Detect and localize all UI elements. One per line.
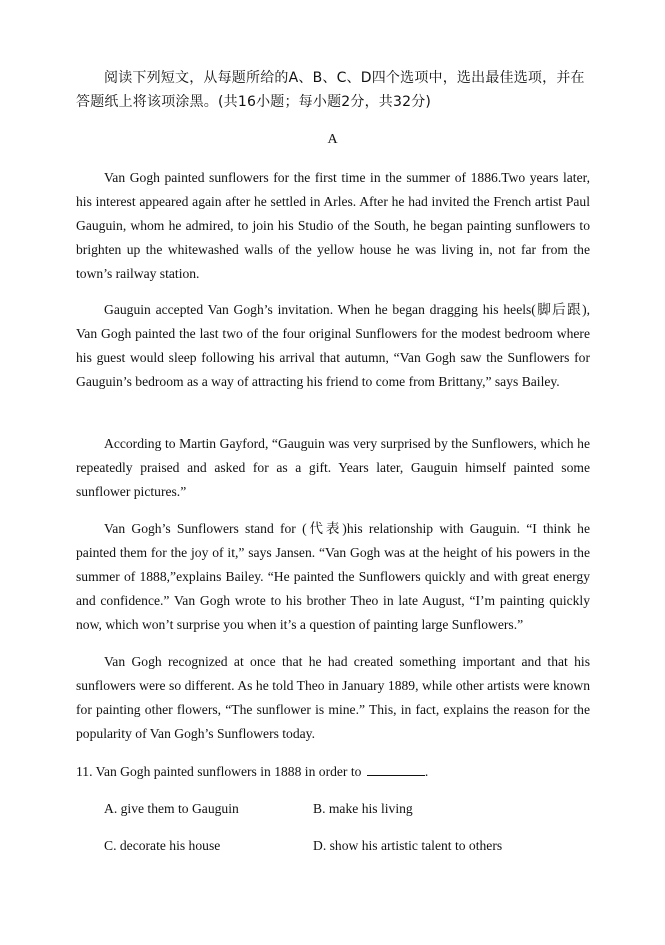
question-end: . — [424, 764, 429, 779]
passage-paragraph-4: Van Gogh’s Sunflowers stand for (代表)his relationship with Gauguin. “I think he painted them for the joy of it,” says Jansen. “Van Gogh was at the height of his powers in the summer of 1888,”explains Bailey. “He painted the Sunflowers quickly and with great energy and confidence.” Van Gogh wrote to his brother Theo in late August, “I’m painting quickly now, which won’t surprise you when it’s a question of painting large Sunflowers.” — [76, 521, 590, 632]
passage-paragraph-2: Gauguin accepted Van Gogh’s invitation. When he began dragging his heels(脚后跟), Van Gogh painted the last two of the four original Sunflowers for the modest bedroom where his guest would sleep following his arrival that autumn, “Van Gogh saw the Sunflowers for Gauguin’s bedroom as a way of attracting his friend to come from Brittany,” says Bailey. — [76, 302, 590, 389]
option-c: C. decorate his house — [104, 838, 221, 853]
passage-paragraph-3: According to Martin Gayford, “Gauguin was very surprised by the Sunflowers, which he repeatedly praised and asked for as a gift. Years later, Gauguin himself painted some sunflower pictures.” — [76, 436, 590, 499]
reading-instruction: 阅读下列短文，从每题所给的A、B、C、D四个选项中，选出最佳选项，并在答题纸上将该项涂黑。(共16小题；每小题2分，共32分) — [76, 70, 585, 110]
question-11 — [76, 760, 590, 784]
option-a: A. give them to Gauguin — [104, 801, 239, 816]
option-d: D. show his artistic talent to others — [313, 838, 503, 853]
passage-paragraph-5: Van Gogh recognized at once that he had created something important and that his sunflowers were so different. As he told Theo in January 1889, while other artists were known for painting other flowers, “The sunflower is mine.” This, in fact, explains the reason for the popularity of Van Gogh’s Sunflowers today. — [76, 654, 590, 741]
passage-paragraph-1: Van Gogh painted sunflowers for the first time in the summer of 1886.Two years later, his interest appeared again after he settled in Arles. After he had invited the French artist Paul Gauguin, whom he admired, to join his Studio of the South, he began painting sunflowers to brighten up the whitewashed walls of the yellow house he was living in, not far from the town’s railway station. — [76, 170, 590, 281]
question-stem: 11. Van Gogh painted sunflowers in 1888 in order to — [76, 764, 362, 779]
option-b: B. make his living — [313, 801, 413, 816]
answer-blank — [367, 762, 425, 776]
passage-label: A — [327, 132, 338, 147]
